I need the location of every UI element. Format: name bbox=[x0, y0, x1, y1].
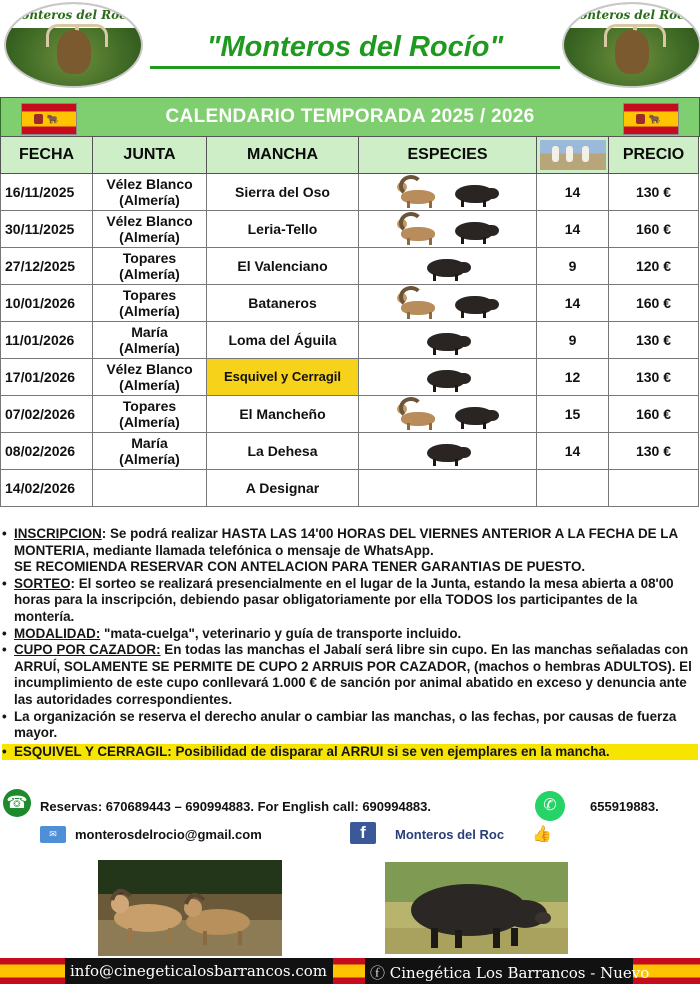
rules-section bbox=[2, 526, 698, 760]
season-title: CALENDARIO TEMPORADA 2025 / 2026 bbox=[165, 106, 535, 127]
cell-fecha: 17/01/2026 bbox=[1, 359, 93, 396]
rule-text: : El sorteo se realizará presencialmente en el lugar de la Junta, estando la mesa abierta a 08'00 horas para la inscripción, debiendo pasar obligatoriamente por ella TODOS los participantes de la montería. bbox=[14, 575, 674, 624]
header-junta: JUNTA bbox=[93, 137, 207, 174]
cell-puestos: 14 bbox=[537, 285, 609, 322]
cell-mancha: Sierra del Oso bbox=[207, 174, 359, 211]
junta-name: María bbox=[131, 324, 168, 340]
whatsapp-icon: ✆ bbox=[535, 791, 565, 821]
facebook-link[interactable]: Monteros del Roc bbox=[395, 827, 505, 842]
rule-key: CUPO POR CAZADOR: bbox=[14, 642, 161, 658]
cell-puestos: 14 bbox=[537, 174, 609, 211]
jabali-photo bbox=[385, 862, 568, 954]
table-row bbox=[1, 211, 699, 248]
junta-name: María bbox=[131, 435, 168, 451]
cell-precio: 120 € bbox=[609, 248, 699, 285]
header-fecha: FECHA bbox=[1, 137, 93, 174]
cell-mancha: A Designar bbox=[207, 470, 359, 507]
footer-facebook[interactable] bbox=[370, 962, 649, 983]
cell-precio: 130 € bbox=[609, 174, 699, 211]
cell-precio: 160 € bbox=[609, 211, 699, 248]
cell-fecha: 08/02/2026 bbox=[1, 433, 93, 470]
jabali-icon bbox=[451, 398, 501, 430]
junta-province: (Almería) bbox=[119, 192, 180, 208]
table-row bbox=[1, 470, 699, 507]
cell-puestos: 12 bbox=[537, 359, 609, 396]
cell-especies bbox=[359, 174, 537, 211]
table-row bbox=[1, 285, 699, 322]
junta-name: Vélez Blanco bbox=[106, 361, 193, 377]
rule-esquivel: • ESQUIVEL Y CERRAGIL: Posibilidad de disparar al ARRUI si se ven ejemplares en la mancha. bbox=[2, 744, 698, 761]
rule-text: En todas las manchas el Jabalí será libre sin cupo. En las manchas señaladas con ARRUÍ, SOLAMENTE SE PERMITE DE CUPO 2 ARRUIS POR CAZADOR, (machos o hembras ADULTOS). El incumplimiento de este cupo conllevará 1.000 € de sanción por animal abatido en exceso y denuncia ante las autoridades correspondientes. bbox=[14, 642, 692, 707]
cell-precio bbox=[609, 470, 699, 507]
header-precio: PRECIO bbox=[609, 137, 699, 174]
header-puestos-image bbox=[537, 137, 609, 174]
junta-name: Topares bbox=[122, 287, 177, 303]
rule-inscripcion: • INSCRIPCION: Se podrá realizar HASTA LAS 14'00 HORAS DEL VIERNES ANTERIOR A LA FECHA DE LA MONTERIA, mediante llamada telefónica o mensaje de WhatsApp. SE RECOMIENDA RESERVAR CON ANTELACION PARA TENER GARANTIAS DE PUESTO. bbox=[2, 526, 678, 575]
table-row bbox=[1, 433, 699, 470]
cell-junta bbox=[93, 470, 207, 507]
season-banner bbox=[0, 97, 700, 137]
arrui-icon bbox=[395, 213, 445, 245]
junta-province: (Almería) bbox=[119, 303, 180, 319]
club-logo-left bbox=[4, 2, 143, 88]
jabali-icon bbox=[423, 361, 473, 393]
jabali-icon bbox=[451, 213, 501, 245]
cell-mancha: Bataneros bbox=[207, 285, 359, 322]
cell-fecha: 07/02/2026 bbox=[1, 396, 93, 433]
spain-flag-icon: 🐂 bbox=[623, 103, 679, 135]
rule-modalidad: • MODALIDAD: "mata-cuelga", veterinario y guía de transporte incluido. bbox=[2, 625, 462, 641]
cell-puestos: 9 bbox=[537, 248, 609, 285]
rule-text: ESQUIVEL Y CERRAGIL: Posibilidad de disparar al ARRUI si se ven ejemplares en la mancha. bbox=[14, 743, 610, 759]
calendar-table bbox=[0, 136, 699, 507]
cell-precio: 160 € bbox=[609, 396, 699, 433]
arrui-icon bbox=[395, 287, 445, 319]
footer-email[interactable]: info@cinegeticalosbarrancos.com bbox=[70, 962, 327, 980]
jabali-icon bbox=[423, 324, 473, 356]
cell-precio: 130 € bbox=[609, 322, 699, 359]
reservas-phones[interactable]: Reservas: 670689443 – 690994883. For English call: 690994883. bbox=[40, 799, 432, 814]
cell-fecha: 11/01/2026 bbox=[1, 322, 93, 359]
stag-icon bbox=[57, 30, 91, 74]
junta-name: Vélez Blanco bbox=[106, 213, 193, 229]
cell-junta bbox=[93, 396, 207, 433]
email-icon: ✉ bbox=[40, 826, 66, 843]
cell-puestos: 9 bbox=[537, 322, 609, 359]
junta-name: Vélez Blanco bbox=[106, 176, 193, 192]
junta-province: (Almería) bbox=[119, 377, 180, 393]
cell-mancha: El Valenciano bbox=[207, 248, 359, 285]
cell-mancha: Loma del Águila bbox=[207, 322, 359, 359]
cell-mancha: Esquivel y Cerragil bbox=[207, 359, 359, 396]
cell-especies bbox=[359, 285, 537, 322]
cell-mancha: Leria-Tello bbox=[207, 211, 359, 248]
like-icon: 👍 bbox=[532, 826, 552, 843]
cell-precio: 130 € bbox=[609, 433, 699, 470]
page-title: "Monteros del Rocío" bbox=[150, 30, 560, 69]
cell-puestos: 14 bbox=[537, 433, 609, 470]
logo-text: Monteros del Rocío bbox=[565, 8, 698, 22]
cell-especies bbox=[359, 248, 537, 285]
arrui-icon bbox=[395, 398, 445, 430]
rule-reserva: • La organización se reserva el derecho anular o cambiar las manchas, o las fechas, por causas de fuerza mayor. bbox=[2, 708, 677, 741]
cell-junta bbox=[93, 322, 207, 359]
table-row bbox=[1, 248, 699, 285]
jabali-icon bbox=[451, 176, 501, 208]
whatsapp-number[interactable]: 655919883. bbox=[590, 799, 659, 814]
arrui-icon bbox=[395, 176, 445, 208]
spain-flag-icon: 🐂 bbox=[21, 103, 77, 135]
rule-text: La organización se reserva el derecho anular o cambiar las manchas, o las fechas, por causas de fuerza mayor. bbox=[14, 708, 677, 741]
cell-precio: 130 € bbox=[609, 359, 699, 396]
header-especies: ESPECIES bbox=[359, 137, 537, 174]
rule-key: MODALIDAD: bbox=[14, 625, 101, 641]
logo-text: Monteros del Rocío bbox=[7, 8, 140, 22]
cell-fecha: 16/11/2025 bbox=[1, 174, 93, 211]
cell-junta bbox=[93, 359, 207, 396]
header-mancha: MANCHA bbox=[207, 137, 359, 174]
stag-icon bbox=[615, 30, 649, 74]
cell-junta bbox=[93, 174, 207, 211]
cell-precio: 160 € bbox=[609, 285, 699, 322]
rule-key: SORTEO bbox=[14, 575, 71, 591]
email-link[interactable]: monterosdelrocio@gmail.com bbox=[75, 827, 262, 842]
rule-note: SE RECOMIENDA RESERVAR CON ANTELACION PARA TENER GARANTIAS DE PUESTO. bbox=[14, 559, 586, 575]
cell-junta bbox=[93, 248, 207, 285]
table-row bbox=[1, 359, 699, 396]
hunters-photo bbox=[540, 140, 606, 170]
jabali-icon bbox=[423, 250, 473, 282]
cell-especies bbox=[359, 433, 537, 470]
cell-especies bbox=[359, 322, 537, 359]
rule-text: : Se podrá realizar HASTA LAS 14'00 HORAS DEL VIERNES ANTERIOR A LA FECHA DE LA MONTERIA, mediante llamada telefónica o mensaje de WhatsApp. bbox=[14, 526, 678, 558]
cell-puestos: 14 bbox=[537, 211, 609, 248]
club-logo-right bbox=[562, 2, 700, 88]
junta-province: (Almería) bbox=[119, 340, 180, 356]
table-header-row bbox=[1, 137, 699, 174]
junta-province: (Almería) bbox=[119, 414, 180, 430]
cell-especies bbox=[359, 359, 537, 396]
arrui-photo bbox=[98, 860, 282, 956]
cell-especies bbox=[359, 396, 537, 433]
facebook-icon: ⓕ bbox=[370, 964, 390, 982]
junta-province: (Almería) bbox=[119, 229, 180, 245]
cell-puestos: 15 bbox=[537, 396, 609, 433]
cell-especies bbox=[359, 211, 537, 248]
table-row bbox=[1, 322, 699, 359]
cell-junta bbox=[93, 211, 207, 248]
cell-junta bbox=[93, 285, 207, 322]
cell-mancha: La Dehesa bbox=[207, 433, 359, 470]
rule-cupo: • CUPO POR CAZADOR: En todas las manchas el Jabalí será libre sin cupo. En las manchas señaladas con ARRUÍ, SOLAMENTE SE PERMITE DE CUPO 2 ARRUIS POR CAZADOR, (machos o hembras ADULTOS). El incumplimiento de este cupo conllevará 1.000 € de sanción por animal abatido en exceso y denuncia ante las autoridades correspondientes. bbox=[2, 642, 692, 707]
rule-text: "mata-cuelga", veterinario y guía de transporte incluido. bbox=[100, 625, 462, 641]
jabali-icon bbox=[423, 435, 473, 467]
rule-key: INSCRIPCION bbox=[14, 526, 102, 541]
footer-bar bbox=[0, 958, 700, 984]
junta-name: Topares bbox=[122, 250, 177, 266]
cell-junta bbox=[93, 433, 207, 470]
footer-facebook-label: Cinegética Los Barrancos - Nuevo bbox=[389, 964, 650, 982]
cell-fecha: 10/01/2026 bbox=[1, 285, 93, 322]
table-row bbox=[1, 174, 699, 211]
junta-province: (Almería) bbox=[119, 451, 180, 467]
cell-especies bbox=[359, 470, 537, 507]
phone-icon: ☎ bbox=[3, 789, 31, 817]
jabali-icon bbox=[451, 287, 501, 319]
cell-puestos bbox=[537, 470, 609, 507]
table-row bbox=[1, 396, 699, 433]
facebook-icon: f bbox=[350, 822, 376, 844]
junta-province: (Almería) bbox=[119, 266, 180, 282]
cell-fecha: 27/12/2025 bbox=[1, 248, 93, 285]
junta-name: Topares bbox=[122, 398, 177, 414]
rule-sorteo: • SORTEO: El sorteo se realizará presencialmente en el lugar de la Junta, estando la mesa abierta a 08'00 horas para la inscripción, debiendo pasar obligatoriamente por ella TODOS los participantes de la montería. bbox=[2, 575, 674, 624]
cell-mancha: El Mancheño bbox=[207, 396, 359, 433]
cell-fecha: 30/11/2025 bbox=[1, 211, 93, 248]
cell-fecha: 14/02/2026 bbox=[1, 470, 93, 507]
